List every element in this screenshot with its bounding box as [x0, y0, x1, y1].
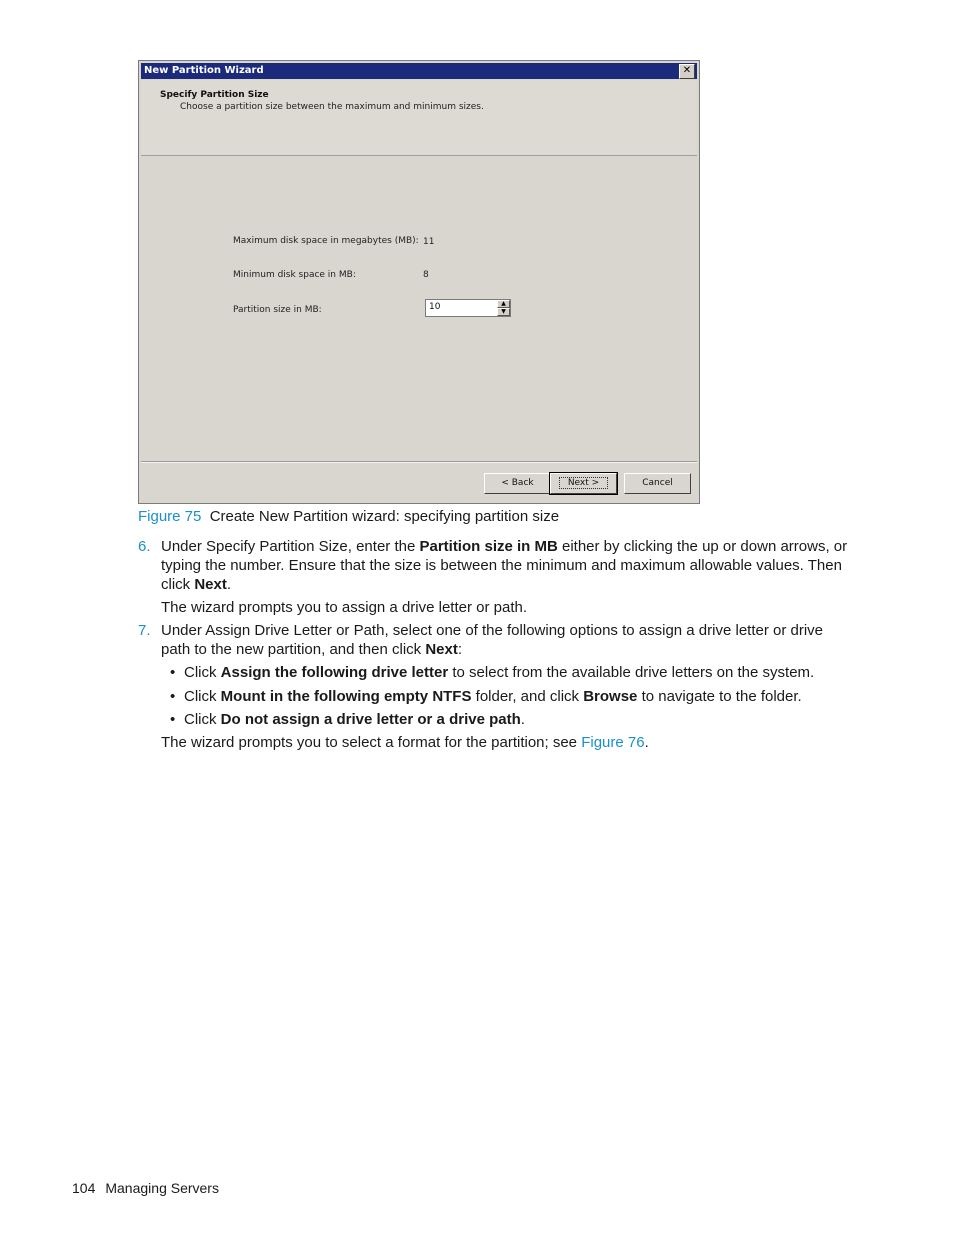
- back-button[interactable]: < Back: [484, 473, 551, 494]
- next-button-label: Next >: [559, 477, 608, 489]
- partition-size-stepper[interactable]: [425, 299, 511, 317]
- dialog-titlebar: [141, 63, 697, 79]
- min-size-value: 8: [423, 270, 429, 280]
- step-6-result: The wizard prompts you to assign a drive letter or path.: [161, 599, 528, 616]
- page-number: 104: [72, 1180, 96, 1196]
- figure-76-link[interactable]: Figure 76: [581, 734, 645, 751]
- partition-wizard-dialog: [138, 60, 700, 504]
- figure-caption: [138, 508, 559, 525]
- partition-size-input[interactable]: 10: [429, 302, 441, 312]
- page-footer: [72, 1180, 219, 1196]
- close-icon[interactable]: ✕: [679, 64, 695, 79]
- step-6-number: 6.: [138, 538, 151, 555]
- cancel-button[interactable]: Cancel: [624, 473, 691, 494]
- list-item: • Click Mount in the following empty NTFS folder, and click Browse to navigate to the folder.: [170, 688, 802, 705]
- next-button[interactable]: [550, 473, 617, 494]
- footer-divider: [141, 461, 697, 463]
- caption-text: Create New Partition wizard: specifying partition size: [209, 508, 560, 525]
- min-size-label: Minimum disk space in MB:: [233, 270, 356, 280]
- step-7: [138, 621, 848, 659]
- list-item: • Click Assign the following drive letter to select from the available drive letters on the system.: [170, 664, 815, 681]
- partition-size-label: Partition size in MB:: [233, 305, 322, 315]
- dialog-title: New Partition Wizard: [144, 65, 264, 76]
- wizard-step-title: Specify Partition Size: [160, 90, 269, 100]
- step-7-text: Under Assign Drive Letter or Path, select one of the following options to assign a drive letter or drive path to the new partition, and then click Next:: [161, 622, 824, 658]
- spin-down-icon[interactable]: ▼: [497, 308, 510, 316]
- step-7-number: 7.: [138, 622, 151, 639]
- step-6: [138, 537, 848, 594]
- wizard-body: [141, 156, 697, 461]
- step-7-result: The wizard prompts you to select a format for the partition; see Figure 76.: [161, 734, 649, 751]
- spin-up-icon[interactable]: ▲: [497, 300, 510, 308]
- step-6-text: Under Specify Partition Size, enter the Partition size in MB either by clicking the up or down arrows, or typing the number. Ensure that the size is between the minimum and maximum allowable values. Then click Next.: [161, 538, 848, 593]
- figure-label: Figure 75: [138, 508, 202, 525]
- section-title: Managing Servers: [105, 1180, 219, 1196]
- max-size-value: 11: [423, 237, 435, 247]
- wizard-step-subtitle: Choose a partition size between the maximum and minimum sizes.: [180, 102, 484, 112]
- max-size-label: Maximum disk space in megabytes (MB):: [233, 236, 419, 246]
- list-item: • Click Do not assign a drive letter or a drive path.: [170, 711, 525, 728]
- wizard-header: [141, 80, 697, 156]
- spin-buttons: [497, 300, 510, 316]
